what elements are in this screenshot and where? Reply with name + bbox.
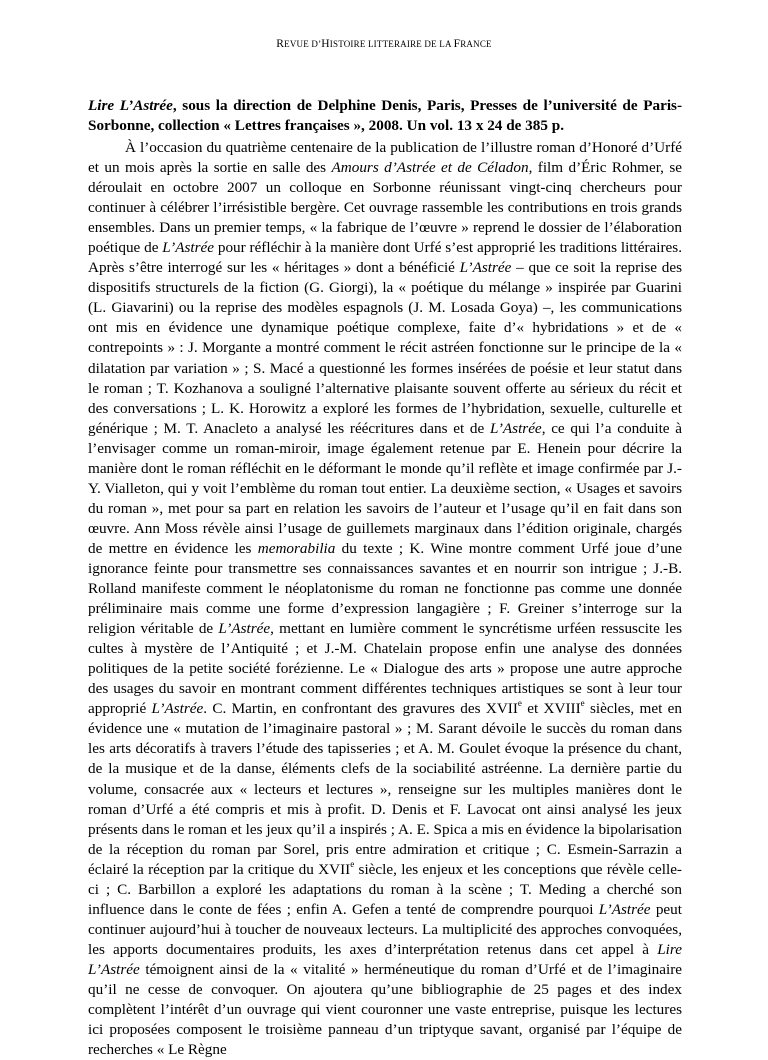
running-header-part: R bbox=[276, 38, 285, 50]
body-text-run: siècles, met en évidence une « mutation de l’imaginaire pastoral » ; M. Sarant dévoile le succès du roman dans les arts décoratifs à travers l’étude des tapisseries ; et A. M. Goulet évoque la présence du chant, de la musique et de la danse, éléments clefs de la sociabilité astréenne. La dernière partie du volume, consacrée aux « lecteurs et lectures », renseigne sur les multiples manières dont le roman d’Urfé a été compris et mis à profit. D. Denis et F. Lavocat ont ainsi analysé les jeux présents dans le roman et les jeux qu’il a inspirés ; A. E. Spica a mis en évidence la bipolarisation de la réception du roman par Sorel, pris entre admiration et critique ; C. Esmein-Sarrazin a éclairé la réception par la critique du XVII bbox=[88, 700, 682, 878]
running-header-part: F bbox=[453, 38, 461, 50]
body-text-run: À l’occasion du quatrième centenaire de la publication de l’illustre roman d’Honoré d’Urfé et un mois après la sortie en salle des bbox=[88, 139, 682, 177]
italic-text: L’Astrée bbox=[151, 700, 204, 718]
italic-text: memorabilia bbox=[257, 539, 336, 557]
running-header-part: EVUE D’ bbox=[284, 39, 322, 49]
body-text-run: siècle, les enjeux et les conceptions que révèle celle-ci ; C. Barbillon a exploré les adaptations du roman à la scène ; T. Meding a cherché son influence dans le conte de fées ; enfin A. Gefen a tenté de comprendre pourquoi bbox=[88, 860, 682, 918]
review-heading bbox=[88, 96, 682, 136]
italic-text: L’Astrée bbox=[459, 259, 512, 277]
italic-text: L’Astrée bbox=[598, 900, 651, 918]
body-text-run: témoignent ainsi de la « vitalité » herméneutique du roman d’Urfé et de l’imaginaire qu’il ne cesse de convoquer. On ajoutera qu’une bibliographie de 25 pages et des index complètent l’intérêt d’un ouvrage qui vient couronner une vaste entreprise, puisque les lectures ici proposées composent le troisième panneau d’un triptyque savant, organisé par l’équipe de recherches « Le Règne bbox=[88, 960, 682, 1059]
book-title: Lire L’Astrée bbox=[88, 97, 173, 114]
body-text-run: , ce qui l’a conduite à l’envisager comme un roman-miroir, image également retenue par E. Henein pour décrire la manière dont le roman réfléchit en le déformant le monde qu’il reflète et image confirmée par J.-Y. Vialleton, qui y voit l’emblème du roman tout entier. La deuxième section, « Usages et savoirs du roman », met pour sa part en relation les savoirs de l’auteur et l’usage qu’il en fait dans son œuvre. Ann Moss révèle ainsi l’usage de guillemets marginaux dans l’édition originale, chargés de mettre en évidence les bbox=[88, 419, 682, 557]
italic-text: L’Astrée bbox=[162, 239, 215, 257]
running-header-part: ISTOIRE LITTERAIRE DE LA bbox=[329, 39, 454, 49]
body-text-run: pour réfléchir à la manière dont Urfé s’est approprié les traditions littéraires. Après s’être interrogé sur les « héritages » dont a bénéficié bbox=[88, 239, 682, 277]
body-text-run: du texte ; K. Wine montre comment Urfé joue d’une ignorance feinte pour transmettre ses connaissances savantes et en nourrir son intrigue ; J.-B. Rolland manifeste comment le néoplatonisme du roman ne fonctionne pas comme une donnée préliminaire mais comme une forme d’expression langagière ; F. Greiner s’interroge sur la religion véritable de bbox=[88, 539, 683, 638]
book-details: , sous la direction de Delphine Denis, Paris, Presses de l’université de Paris-Sorbonne, collection « Lettres françaises », 2008. Un vol. 13 x 24 de 385 p. bbox=[88, 97, 683, 134]
running-header-part: H bbox=[321, 38, 330, 50]
body-text-run: , mettant en lumière comment le syncrétisme urféen ressuscite les cultes à mystère de l’Antiquité ; et J.-M. Chatelain propose enfin une analyse des données politiques de la petite société forézienne. Le « Dialogue des arts » propose une autre approche des usages du savoir en montrant comment différentes techniques artistiques se sont à leur tour approprié bbox=[88, 620, 682, 718]
body-text-run: – que ce soit la reprise des dispositifs structurels de la fiction (G. Giorgi), la « poétique du mélange » inspirée par Guarini (L. Giavarini) ou la reprise des modèles espagnols (J. M. Losada Goya) –, les communications ont mis en évidence une dynamique poétique complexe, faite d’« hybridations » et de « contrepoints » : J. Morgante a montré comment le récit astréen fonctionne sur le principe de la « dilatation par variation » ; S. Macé a questionné les formes insérées de poésie et leur statut dans le roman ; T. Kozhanova a souligné l’alternative plaisante souvent offerte au sérieux du récit et des conversations ; L. K. Horowitz a exploré les formes de l’hybridation, sexuelle, culturelle et générique ; M. T. Anacleto a analysé les réécritures dans et de bbox=[88, 259, 682, 437]
italic-text: L’Astrée bbox=[218, 620, 271, 638]
body-text-run: peut continuer aujourd’hui à toucher de nouveaux lecteurs. La multiplicité des approches convoquées, les apports documentaires produits, les axes d’interprétation retenus dans cet appel à bbox=[88, 900, 682, 958]
body-text-run: , film d’Éric Rohmer, se déroulait en octobre 2007 un colloque en Sorbonne réunissant vingt-cinq chercheurs pour continuer à célébrer l’irrésistible bergère. Cet ouvrage rassemble les contributions en trois grands ensembles. Dans un premier temps, « la fabrique de l’œuvre » reprend le dossier de l’élaboration poétique de bbox=[88, 159, 683, 257]
superscript-text: e bbox=[350, 858, 355, 869]
superscript-text: e bbox=[517, 698, 522, 709]
superscript-text: e bbox=[580, 698, 585, 709]
italic-text: Amours d’Astrée et de Céladon bbox=[331, 159, 529, 177]
review-body-paragraph bbox=[88, 138, 682, 1060]
italic-text: L’Astrée bbox=[489, 419, 542, 437]
running-header bbox=[0, 37, 768, 51]
running-header-part: RANCE bbox=[460, 39, 492, 49]
italic-text: Lire L’Astrée bbox=[88, 940, 682, 978]
body-text-run: . C. Martin, en confrontant des gravures des XVII bbox=[203, 700, 518, 718]
body-text-run: et XVIII bbox=[521, 700, 581, 718]
